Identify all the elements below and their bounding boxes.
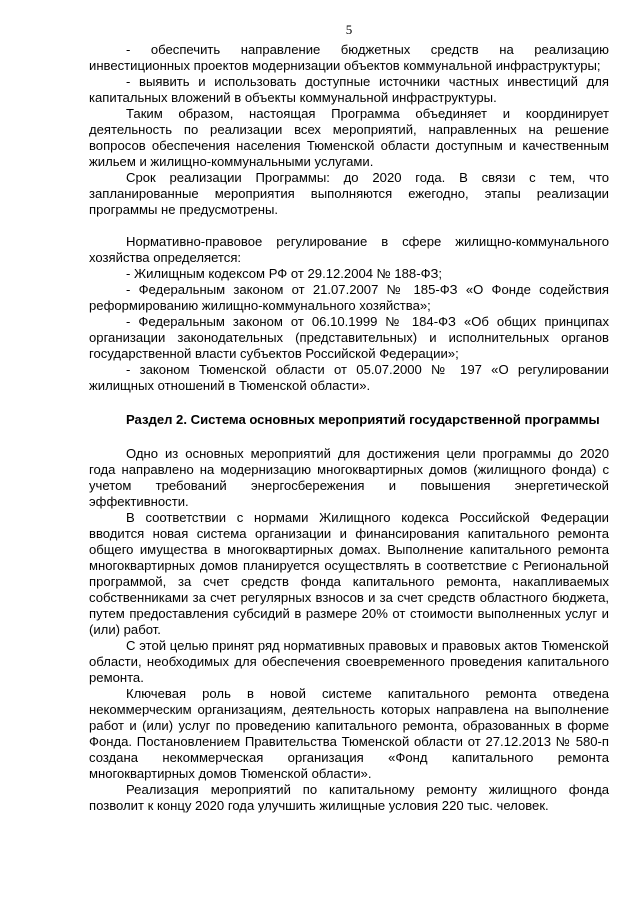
spacer — [89, 428, 609, 446]
regulation-item-housing-code: - Жилищным кодексом РФ от 29.12.2004 № 188-ФЗ; — [126, 266, 443, 281]
regulation-item-regional-law: - законом Тюменской области от 05.07.2000 № 197 «О регулировании жилищных отношений в Тюменской области». — [89, 362, 609, 393]
spacer — [89, 218, 609, 234]
paragraph-capital-repair-system: В соответствии с нормами Жилищного кодекса Российской Федерации вводится новая система организации и финансирования капитального ремонта общего имущества в многоквартирных домах. Выполнение капитального ремонта многоквартирных домов планируется осуществлять в соответствие с Региональной программой, за счет средств фонда капитального ремонта, накапливаемых собственниками за счет регулярных взносов и за счет средств областного бюджета, путем предоставления субсидий в размере 20% от стоимости выполненных услуг и (или) работ. — [89, 510, 609, 637]
bullet-private-investment: - выявить и использовать доступные источники частных инвестиций для капитальных вложений в объекты коммунальной инфраструктуры. — [89, 74, 609, 105]
regulation-item-185fz: - Федеральным законом от 21.07.2007 № 185-ФЗ «О Фонде содействия реформированию жилищно-коммунального хозяйства»; — [89, 282, 609, 313]
page-number: 5 — [345, 22, 353, 37]
regulation-item-184fz: - Федеральным законом от 06.10.1999 № 184-ФЗ «Об общих принципах организации законодательных (представительных) и исполнительных органов государственной власти субъектов Российской Федерации»; — [89, 314, 609, 361]
paragraph-expected-result: Реализация мероприятий по капитальному ремонту жилищного фонда позволит к концу 2020 года улучшить жилищные условия 220 тыс. человек. — [89, 782, 609, 813]
paragraph-modernization: Одно из основных мероприятий для достижения цели программы до 2020 года направлено на модернизацию многоквартирных домов (жилищного фонда) с учетом требований энергосбережения и повышения энергетической эффективности. — [89, 446, 609, 509]
paragraph-program-coordination: Таким образом, настоящая Программа объединяет и координирует деятельность по реализации всех мероприятий, направленных на решение вопросов обеспечения населения Тюменской области доступным и качественным жильем и жилищно-коммунальными услугами. — [89, 106, 609, 169]
document-page — [89, 22, 609, 814]
paragraph-regional-acts: С этой целью принят ряд нормативных правовых и правовых актов Тюменской области, необходимых для обеспечения своевременного проведения капитального ремонта. — [89, 638, 609, 685]
section-heading: Раздел 2. Система основных мероприятий государственной программы — [126, 412, 600, 427]
paragraph-regulation-intro: Нормативно-правовое регулирование в сфере жилищно-коммунального хозяйства определяется: — [89, 234, 609, 265]
bullet-budget-funds: - обеспечить направление бюджетных средств на реализацию инвестиционных проектов модернизации объектов коммунальной инфраструктуры; — [89, 42, 609, 73]
paragraph-program-term: Срок реализации Программы: до 2020 года. В связи с тем, что запланированные мероприятия выполняются ежегодно, этапы реализации программы не предусмотрены. — [89, 170, 609, 217]
paragraph-fund-role: Ключевая роль в новой системе капитального ремонта отведена некоммерческим организациям, деятельность которых направлена на выполнение работ и (или) услуг по проведению капитального ремонта, образованных в форме Фонда. Постановлением Правительства Тюменской области от 27.12.2013 № 580-п создана некоммерческая организация «Фонд капитального ремонта многоквартирных домов Тюменской области». — [89, 686, 609, 781]
spacer — [89, 394, 609, 412]
